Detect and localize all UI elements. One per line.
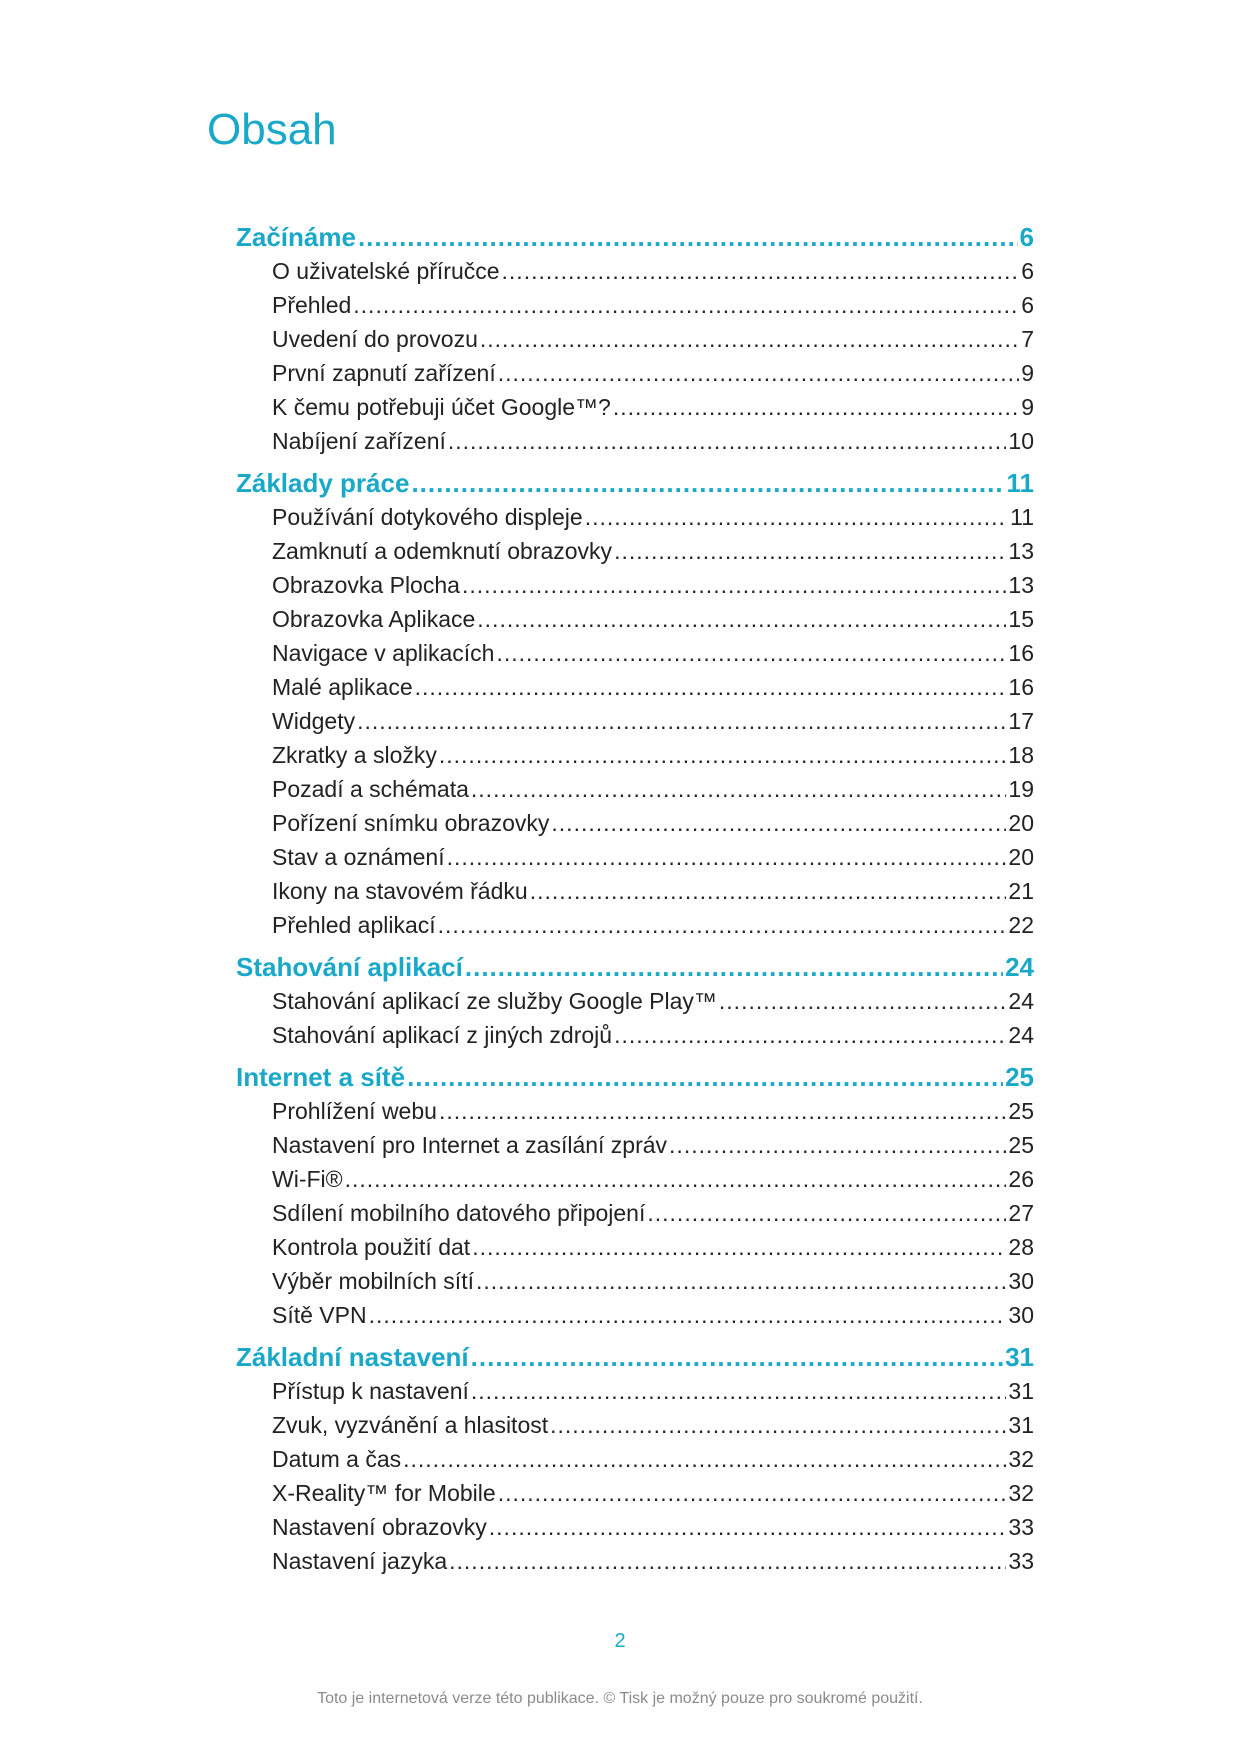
toc-section-title: Internet a sítě xyxy=(236,1062,406,1092)
toc-section-heading[interactable] xyxy=(236,950,1034,984)
toc-dot-leader xyxy=(476,1264,1006,1298)
toc-dot-leader xyxy=(498,356,1019,390)
toc-entry-page: 32 xyxy=(1008,1446,1034,1472)
toc-dot-leader xyxy=(407,1060,1003,1094)
toc-dot-leader xyxy=(614,534,1006,568)
toc-entry[interactable] xyxy=(236,500,1034,534)
toc-entry-title: První zapnutí zařízení xyxy=(272,360,496,386)
toc-entry-page: 6 xyxy=(1021,292,1034,318)
toc-entry-page: 24 xyxy=(1008,1022,1034,1048)
toc-dot-leader xyxy=(345,1162,1007,1196)
toc-entry-page: 24 xyxy=(1008,988,1034,1014)
toc-dot-leader xyxy=(439,738,1007,772)
toc-entry[interactable] xyxy=(236,288,1034,322)
toc-entry-page: 22 xyxy=(1008,912,1034,938)
toc-dot-leader xyxy=(585,500,1008,534)
toc-entry[interactable] xyxy=(236,772,1034,806)
toc-entry-title: Pořízení snímku obrazovky xyxy=(272,810,550,836)
toc-entry-page: 16 xyxy=(1008,674,1034,700)
toc-dot-leader xyxy=(613,390,1019,424)
toc-dot-leader xyxy=(530,874,1007,908)
table-of-contents xyxy=(236,220,1034,1578)
toc-entry-page: 32 xyxy=(1008,1480,1034,1506)
toc-entry-title: Nastavení jazyka xyxy=(272,1548,448,1574)
toc-dot-leader xyxy=(498,1476,1007,1510)
footer-note: Toto je internetová verze této publikace. © Tisk je možný pouze pro soukromé použití. xyxy=(317,1690,923,1707)
toc-entry[interactable] xyxy=(236,602,1034,636)
toc-dot-leader xyxy=(465,950,1003,984)
toc-dot-leader xyxy=(415,670,1007,704)
toc-entry[interactable] xyxy=(236,1128,1034,1162)
toc-dot-leader xyxy=(719,984,1007,1018)
toc-entry-title: Zvuk, vyzvánění a hlasitost xyxy=(272,1412,549,1438)
toc-entry-page: 16 xyxy=(1008,640,1034,666)
toc-entry-title: Přehled aplikací xyxy=(272,912,436,938)
toc-entry-title: Používání dotykového displeje xyxy=(272,504,583,530)
toc-entry[interactable] xyxy=(236,1230,1034,1264)
toc-entry-title: K čemu potřebuji účet Google™? xyxy=(272,394,611,420)
toc-entry-title: Sdílení mobilního datového připojení xyxy=(272,1200,646,1226)
toc-entry-title: Obrazovka Plocha xyxy=(272,572,460,598)
toc-entry-title: Obrazovka Aplikace xyxy=(272,606,476,632)
toc-entry[interactable] xyxy=(236,424,1034,458)
toc-entry-page: 10 xyxy=(1008,428,1034,454)
toc-entry-page: 13 xyxy=(1008,538,1034,564)
toc-entry-page: 25 xyxy=(1008,1132,1034,1158)
toc-entry[interactable] xyxy=(236,1544,1034,1578)
toc-dot-leader xyxy=(502,254,1020,288)
toc-entry-page: 15 xyxy=(1008,606,1034,632)
toc-section-page: 25 xyxy=(1005,1062,1034,1092)
toc-section-heading[interactable] xyxy=(236,466,1034,500)
toc-entry[interactable] xyxy=(236,738,1034,772)
toc-entry-title: Stahování aplikací z jiných zdrojů xyxy=(272,1022,613,1048)
toc-dot-leader xyxy=(480,322,1019,356)
toc-entry-page: 17 xyxy=(1008,708,1034,734)
toc-section-page: 11 xyxy=(1006,468,1034,498)
toc-entry-page: 9 xyxy=(1021,360,1034,386)
toc-entry-page: 13 xyxy=(1008,572,1034,598)
toc-entry[interactable] xyxy=(236,568,1034,602)
toc-dot-leader xyxy=(647,1196,1006,1230)
toc-dot-leader xyxy=(358,220,1018,254)
toc-entry[interactable] xyxy=(236,670,1034,704)
toc-entry-title: Zkratky a složky xyxy=(272,742,437,768)
toc-entry[interactable] xyxy=(236,1018,1034,1052)
page-title: Obsah xyxy=(207,105,337,154)
toc-section-title: Začínáme xyxy=(236,222,356,252)
toc-entry[interactable] xyxy=(236,1162,1034,1196)
toc-entry-page: 30 xyxy=(1008,1302,1034,1328)
toc-entry-page: 18 xyxy=(1008,742,1034,768)
toc-entry-page: 25 xyxy=(1008,1098,1034,1124)
toc-entry[interactable] xyxy=(236,840,1034,874)
toc-section-title: Základy práce xyxy=(236,468,410,498)
toc-entry-page: 33 xyxy=(1008,1548,1034,1574)
toc-entry[interactable] xyxy=(236,636,1034,670)
toc-dot-leader xyxy=(447,840,1007,874)
toc-entry-page: 21 xyxy=(1008,878,1034,904)
toc-entry-title: Pozadí a schémata xyxy=(272,776,469,802)
toc-entry-title: Stav a oznámení xyxy=(272,844,445,870)
toc-dot-leader xyxy=(471,1340,1003,1374)
toc-section-title: Základní nastavení xyxy=(236,1342,469,1372)
toc-entry-page: 11 xyxy=(1010,504,1034,530)
toc-entry-page: 31 xyxy=(1008,1412,1034,1438)
toc-dot-leader xyxy=(496,636,1006,670)
toc-entry[interactable] xyxy=(236,1264,1034,1298)
toc-entry-page: 9 xyxy=(1021,394,1034,420)
toc-entry-page: 27 xyxy=(1008,1200,1034,1226)
toc-entry-page: 20 xyxy=(1008,844,1034,870)
toc-entry-title: Prohlížení webu xyxy=(272,1098,437,1124)
toc-entry-title: Nastavení pro Internet a zasílání zpráv xyxy=(272,1132,668,1158)
toc-entry[interactable] xyxy=(236,534,1034,568)
toc-entry[interactable] xyxy=(236,1298,1034,1332)
toc-dot-leader xyxy=(357,704,1006,738)
toc-entry-page: 28 xyxy=(1008,1234,1034,1260)
toc-entry-title: Sítě VPN xyxy=(272,1302,367,1328)
toc-entry-title: O uživatelské příručce xyxy=(272,258,500,284)
toc-dot-leader xyxy=(411,466,1004,500)
toc-entry[interactable] xyxy=(236,356,1034,390)
toc-section-heading[interactable] xyxy=(236,1340,1034,1374)
toc-dot-leader xyxy=(669,1128,1006,1162)
toc-entry[interactable] xyxy=(236,1510,1034,1544)
toc-dot-leader xyxy=(477,602,1006,636)
toc-entry-title: Zamknutí a odemknutí obrazovky xyxy=(272,538,613,564)
toc-section-page: 24 xyxy=(1005,952,1034,982)
toc-section-page: 31 xyxy=(1005,1342,1034,1372)
toc-dot-leader xyxy=(353,288,1019,322)
toc-entry[interactable] xyxy=(236,1196,1034,1230)
toc-section-title: Stahování aplikací xyxy=(236,952,463,982)
toc-entry[interactable] xyxy=(236,984,1034,1018)
page-number: 2 xyxy=(614,1630,626,1652)
toc-entry-title: X-Reality™ for Mobile xyxy=(272,1480,496,1506)
toc-entry-title: Datum a čas xyxy=(272,1446,402,1472)
toc-dot-leader xyxy=(471,1374,1007,1408)
toc-entry-title: Malé aplikace xyxy=(272,674,413,700)
toc-entry[interactable] xyxy=(236,1442,1034,1476)
toc-section-heading[interactable] xyxy=(236,1060,1034,1094)
toc-dot-leader xyxy=(438,908,1007,942)
toc-entry[interactable] xyxy=(236,1476,1034,1510)
toc-dot-leader xyxy=(403,1442,1006,1476)
toc-entry-title: Přístup k nastavení xyxy=(272,1378,469,1404)
toc-entry[interactable] xyxy=(236,704,1034,738)
toc-entry[interactable] xyxy=(236,390,1034,424)
toc-entry[interactable] xyxy=(236,254,1034,288)
toc-entry[interactable] xyxy=(236,1408,1034,1442)
toc-entry[interactable] xyxy=(236,874,1034,908)
toc-entry[interactable] xyxy=(236,908,1034,942)
toc-dot-leader xyxy=(449,1544,1006,1578)
toc-dot-leader xyxy=(448,424,1007,458)
toc-entry-page: 7 xyxy=(1021,326,1034,352)
toc-entry-title: Navigace v aplikacích xyxy=(272,640,495,666)
toc-entry-title: Wi-Fi® xyxy=(272,1166,343,1192)
toc-entry-title: Nabíjení zařízení xyxy=(272,428,446,454)
toc-entry-title: Uvedení do provozu xyxy=(272,326,478,352)
toc-entry-page: 19 xyxy=(1008,776,1034,802)
toc-entry-title: Stahování aplikací ze služby Google Play™ xyxy=(272,988,717,1014)
toc-entry-title: Výběr mobilních sítí xyxy=(272,1268,474,1294)
toc-section-page: 6 xyxy=(1019,222,1034,252)
toc-entry[interactable] xyxy=(236,322,1034,356)
toc-dot-leader xyxy=(489,1510,1007,1544)
toc-entry[interactable] xyxy=(236,806,1034,840)
toc-entry-page: 26 xyxy=(1008,1166,1034,1192)
toc-entry-page: 20 xyxy=(1008,810,1034,836)
toc-dot-leader xyxy=(472,1230,1006,1264)
toc-entry-title: Widgety xyxy=(272,708,356,734)
toc-dot-leader xyxy=(462,568,1006,602)
toc-dot-leader xyxy=(551,806,1006,840)
toc-entry-title: Ikony na stavovém řádku xyxy=(272,878,528,904)
toc-entry-page: 6 xyxy=(1021,258,1034,284)
toc-entry-title: Kontrola použití dat xyxy=(272,1234,471,1260)
toc-entry-page: 33 xyxy=(1008,1514,1034,1540)
toc-entry-title: Nastavení obrazovky xyxy=(272,1514,487,1540)
toc-section-heading[interactable] xyxy=(236,220,1034,254)
toc-entry[interactable] xyxy=(236,1374,1034,1408)
toc-dot-leader xyxy=(369,1298,1007,1332)
toc-dot-leader xyxy=(439,1094,1006,1128)
toc-dot-leader xyxy=(471,772,1007,806)
toc-entry-page: 31 xyxy=(1008,1378,1034,1404)
toc-entry[interactable] xyxy=(236,1094,1034,1128)
toc-entry-page: 30 xyxy=(1008,1268,1034,1294)
toc-entry-title: Přehled xyxy=(272,292,352,318)
toc-dot-leader xyxy=(550,1408,1006,1442)
toc-dot-leader xyxy=(614,1018,1006,1052)
